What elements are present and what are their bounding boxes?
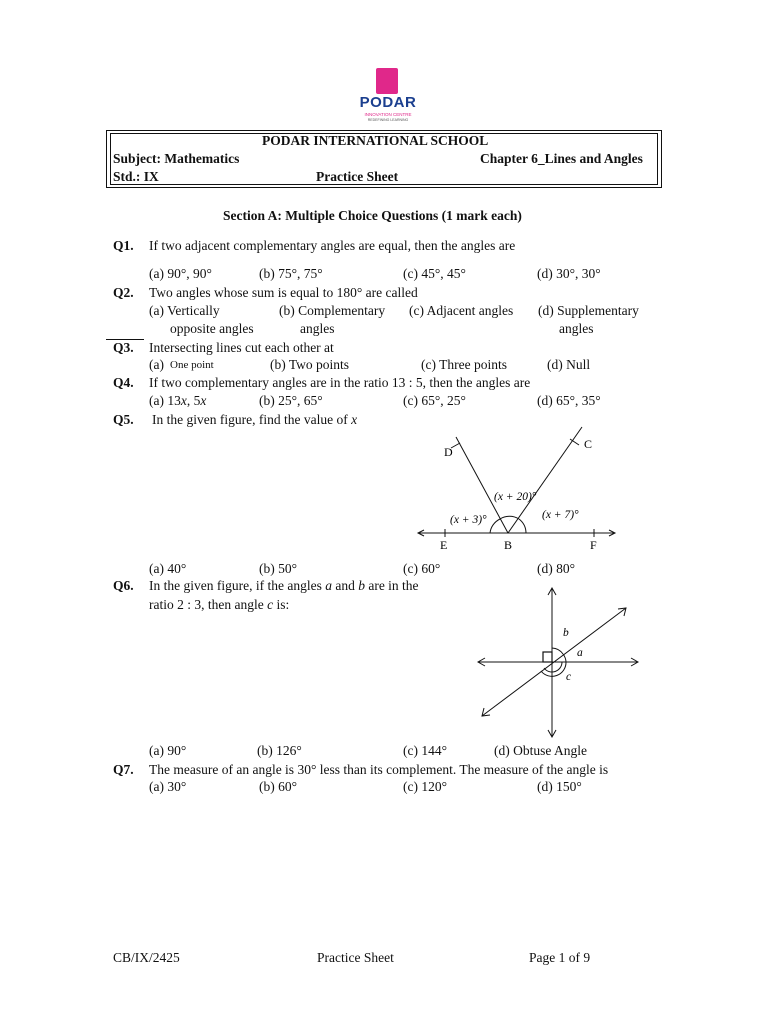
q2-option-d-line1: (d) Supplementary bbox=[538, 303, 639, 318]
q6-var-b: b bbox=[358, 578, 365, 593]
q6-figure bbox=[470, 582, 645, 742]
q6-option-c: (c) 144° bbox=[403, 743, 448, 758]
section-title: Section A: Multiple Choice Questions (1 mark each) bbox=[223, 208, 522, 223]
school-name: PODAR INTERNATIONAL SCHOOL bbox=[262, 133, 489, 148]
q4-option-a-mid: , 5 bbox=[186, 393, 201, 408]
q3-text: Intersecting lines cut each other at bbox=[149, 340, 334, 355]
q2-number: Q2. bbox=[113, 285, 134, 300]
q5-angle-label-2: (x + 3)° bbox=[450, 514, 487, 526]
q5-variable: x bbox=[351, 412, 358, 427]
q1-number: Q1. bbox=[113, 238, 134, 253]
q6-option-d: (d) Obtuse Angle bbox=[494, 743, 587, 758]
q6-and: and bbox=[335, 578, 355, 593]
std-label: Std.: IX bbox=[113, 169, 159, 184]
q5-number: Q5. bbox=[113, 412, 134, 427]
q1-option-d: (d) 30°, 30° bbox=[537, 266, 601, 281]
q6-arc-a bbox=[563, 654, 566, 662]
q3-option-b: (b) Two points bbox=[270, 357, 350, 372]
q7-text: The measure of an angle is 30° less than its complement. The measure of the angle is bbox=[149, 762, 609, 777]
q5-angle-label-1: (x + 20)° bbox=[494, 491, 537, 503]
q4-option-a-var2: x bbox=[200, 393, 207, 408]
q4-option-d: (d) 65°, 35° bbox=[537, 393, 601, 408]
school-logo bbox=[356, 68, 420, 126]
q6-var-c: c bbox=[267, 597, 274, 612]
q3-option-a-label: (a) bbox=[149, 357, 164, 372]
q5-option-d: (d) 80° bbox=[537, 561, 576, 576]
q6-option-a: (a) 90° bbox=[149, 743, 187, 758]
q5-label-c: C bbox=[584, 437, 593, 451]
q3-number: Q3. bbox=[113, 340, 134, 355]
q6-option-b: (b) 126° bbox=[257, 743, 302, 758]
q1-option-c: (c) 45°, 45° bbox=[403, 266, 466, 281]
q4-option-b: (b) 25°, 65° bbox=[259, 393, 323, 408]
q5-text-main: In the given figure, find the value of bbox=[152, 412, 348, 427]
q6-label-b: b bbox=[563, 627, 569, 639]
q3-option-d: (d) Null bbox=[547, 357, 591, 372]
q7-option-a: (a) 30° bbox=[149, 779, 187, 794]
footer-sheet: Practice Sheet bbox=[317, 950, 394, 965]
q5-option-a: (a) 40° bbox=[149, 561, 187, 576]
q5-text bbox=[152, 412, 357, 428]
q4-number: Q4. bbox=[113, 375, 134, 390]
q5-arc-left bbox=[490, 519, 500, 533]
q2-option-b-line1: (b) Complementary bbox=[279, 303, 386, 318]
q6-arc-b bbox=[552, 648, 563, 654]
q2-text: Two angles whose sum is equal to 180° are called bbox=[149, 285, 418, 300]
logo-name: PODAR bbox=[359, 94, 417, 111]
q7-option-b: (b) 60° bbox=[259, 779, 298, 794]
q1-text: If two adjacent complementary angles are equal, then the angles are bbox=[149, 238, 516, 253]
q4-option-c: (c) 65°, 25° bbox=[403, 393, 466, 408]
q2-option-d-line2: angles bbox=[559, 321, 594, 336]
q5-label-d: D bbox=[444, 445, 453, 459]
q5-figure bbox=[410, 425, 625, 555]
q5-option-b: (b) 50° bbox=[259, 561, 298, 576]
logo-badge-icon bbox=[376, 68, 398, 94]
footer-code: CB/IX/2425 bbox=[113, 950, 180, 965]
q5-angle-label-3: (x + 7)° bbox=[542, 509, 579, 521]
subject-label: Subject: Mathematics bbox=[113, 151, 240, 166]
q6-line1-pre: In the given figure, if the angles bbox=[149, 578, 322, 593]
q1-option-a: (a) 90°, 90° bbox=[149, 266, 212, 281]
q3-option-a-text: One point bbox=[170, 359, 214, 371]
q6-text-line2 bbox=[149, 597, 289, 613]
q5-arc-middle bbox=[500, 516, 519, 519]
q5-label-e: E bbox=[440, 538, 448, 552]
q2-option-b-line2: angles bbox=[300, 321, 335, 336]
sheet-label: Practice Sheet bbox=[316, 169, 399, 184]
q4-text: If two complementary angles are in the ratio 13 : 5, then the angles are bbox=[149, 375, 531, 390]
q4-option-a-pre: (a) 13 bbox=[149, 393, 181, 408]
q2-option-a-line2: opposite angles bbox=[170, 321, 254, 336]
logo-tagline: REDEFINING LEARNING bbox=[367, 118, 409, 122]
q5-option-c: (c) 60° bbox=[403, 561, 441, 576]
q6-line2-post: is: bbox=[276, 597, 290, 612]
q6-number: Q6. bbox=[113, 578, 134, 593]
q7-number: Q7. bbox=[113, 762, 134, 777]
q5-label-f: F bbox=[590, 538, 597, 552]
q2-option-c: (c) Adjacent angles bbox=[409, 303, 514, 318]
q6-label-a: a bbox=[577, 647, 583, 659]
q1-option-b: (b) 75°, 75° bbox=[259, 266, 323, 281]
q5-label-b: B bbox=[504, 538, 513, 552]
q6-line1-post: are in the bbox=[368, 578, 419, 593]
q5-arc-right bbox=[519, 519, 526, 533]
q6-right-angle-mark bbox=[543, 652, 552, 662]
q6-line2-pre: ratio 2 : 3, then angle bbox=[149, 597, 264, 612]
chapter-label: Chapter 6_Lines and Angles bbox=[480, 151, 643, 166]
q4-option-a bbox=[149, 393, 206, 409]
footer-page: Page 1 of 9 bbox=[529, 950, 591, 965]
q2-option-a-line1: (a) Vertically bbox=[149, 303, 220, 318]
q3-option-c: (c) Three points bbox=[421, 357, 507, 372]
q6-text-line1 bbox=[149, 578, 419, 594]
q4-option-a-var1: x bbox=[180, 393, 187, 408]
q6-var-a: a bbox=[325, 578, 332, 593]
q7-option-c: (c) 120° bbox=[403, 779, 448, 794]
q7-option-d: (d) 150° bbox=[537, 779, 582, 794]
logo-subtitle: INNOVATION CENTRE bbox=[364, 112, 412, 117]
q6-label-c: c bbox=[566, 671, 572, 683]
